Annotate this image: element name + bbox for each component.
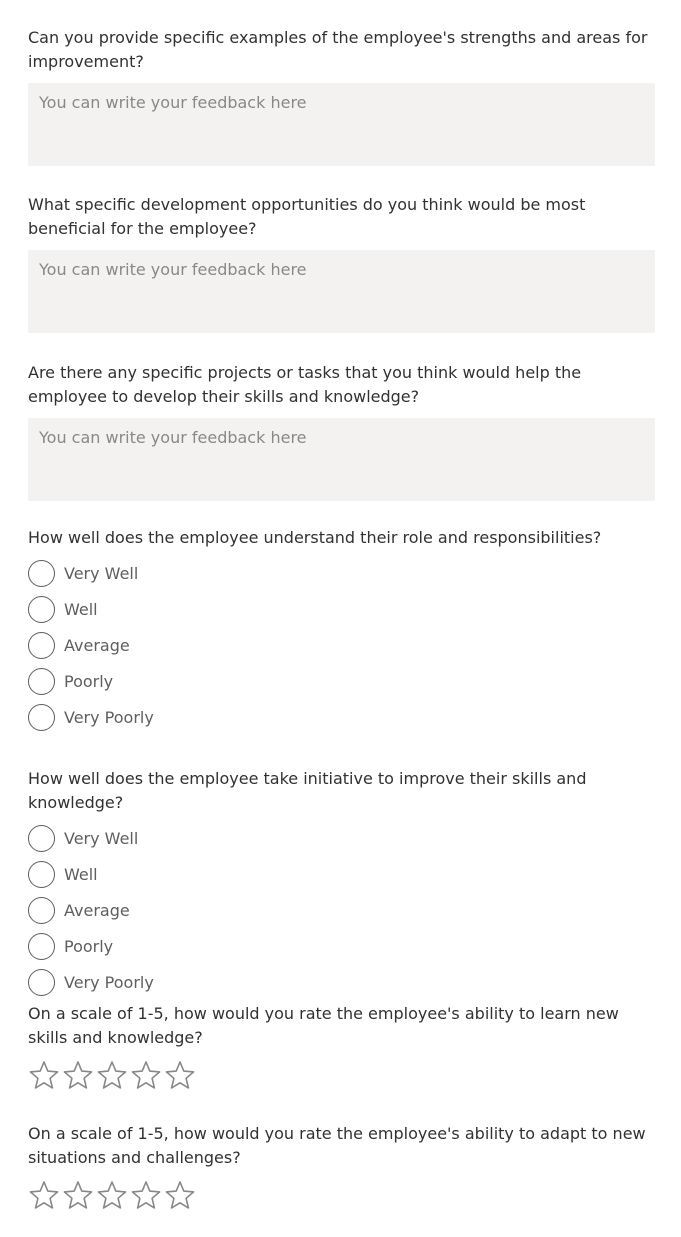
radio-unselected-icon[interactable] [28, 897, 55, 924]
radio-option-label: Well [64, 599, 98, 619]
feedback-textarea[interactable] [28, 250, 655, 333]
question-text: How well does the employee take initiative to improve their skills and knowledge? [28, 769, 587, 812]
radio-unselected-icon[interactable] [28, 861, 55, 888]
question-role-understanding [28, 526, 658, 735]
question-text: On a scale of 1-5, how would you rate the employee's ability to adapt to new situations and challenges? [28, 1124, 646, 1167]
radio-unselected-icon[interactable] [28, 632, 55, 659]
radio-option-very-well[interactable] [28, 555, 658, 591]
radio-group [28, 820, 658, 1000]
radio-option-poorly[interactable] [28, 663, 658, 699]
star-outline-icon[interactable] [96, 1059, 128, 1091]
star-outline-icon[interactable] [28, 1059, 60, 1091]
feedback-textarea[interactable] [28, 418, 655, 501]
question-text: On a scale of 1-5, how would you rate the employee's ability to learn new skills and knowledge? [28, 1004, 619, 1047]
question-text: Can you provide specific examples of the employee's strengths and areas for improvement? [28, 28, 648, 71]
question-adaptability [28, 1122, 658, 1212]
question-text: How well does the employee understand their role and responsibilities? [28, 528, 602, 547]
star-outline-icon[interactable] [96, 1179, 128, 1211]
radio-option-label: Poorly [64, 671, 114, 691]
star-outline-icon[interactable] [164, 1179, 196, 1211]
radio-option-label: Very Poorly [64, 972, 154, 992]
radio-unselected-icon[interactable] [28, 825, 55, 852]
radio-option-label: Very Well [64, 828, 139, 848]
question-learning-ability [28, 1002, 658, 1092]
star-outline-icon[interactable] [62, 1059, 94, 1091]
radio-unselected-icon[interactable] [28, 704, 55, 731]
radio-option-average[interactable] [28, 892, 658, 928]
star-outline-icon[interactable] [130, 1179, 162, 1211]
question-strengths [28, 26, 658, 166]
question-text: Are there any specific projects or tasks that you think would help the employee to develop their skills and knowledge? [28, 363, 582, 406]
radio-option-well[interactable] [28, 856, 658, 892]
question-projects-tasks [28, 361, 658, 501]
star-outline-icon[interactable] [28, 1179, 60, 1211]
star-outline-icon[interactable] [164, 1059, 196, 1091]
radio-unselected-icon[interactable] [28, 969, 55, 996]
radio-unselected-icon[interactable] [28, 560, 55, 587]
radio-option-very-well[interactable] [28, 820, 658, 856]
radio-group [28, 555, 658, 735]
radio-unselected-icon[interactable] [28, 668, 55, 695]
radio-option-label: Poorly [64, 936, 114, 956]
radio-option-average[interactable] [28, 627, 658, 663]
radio-unselected-icon[interactable] [28, 596, 55, 623]
question-development-opportunities [28, 193, 658, 333]
star-rating [28, 1058, 658, 1092]
star-outline-icon[interactable] [130, 1059, 162, 1091]
radio-option-very-poorly[interactable] [28, 699, 658, 735]
question-initiative [28, 767, 658, 1000]
radio-option-very-poorly[interactable] [28, 964, 658, 1000]
question-text: What specific development opportunities do you think would be most beneficial for the employee? [28, 195, 586, 238]
radio-unselected-icon[interactable] [28, 933, 55, 960]
star-rating [28, 1178, 658, 1212]
radio-option-label: Very Well [64, 563, 139, 583]
star-outline-icon[interactable] [62, 1179, 94, 1211]
radio-option-label: Average [64, 635, 130, 655]
radio-option-label: Very Poorly [64, 707, 154, 727]
radio-option-well[interactable] [28, 591, 658, 627]
feedback-textarea[interactable] [28, 83, 655, 166]
radio-option-label: Well [64, 864, 98, 884]
radio-option-label: Average [64, 900, 130, 920]
radio-option-poorly[interactable] [28, 928, 658, 964]
